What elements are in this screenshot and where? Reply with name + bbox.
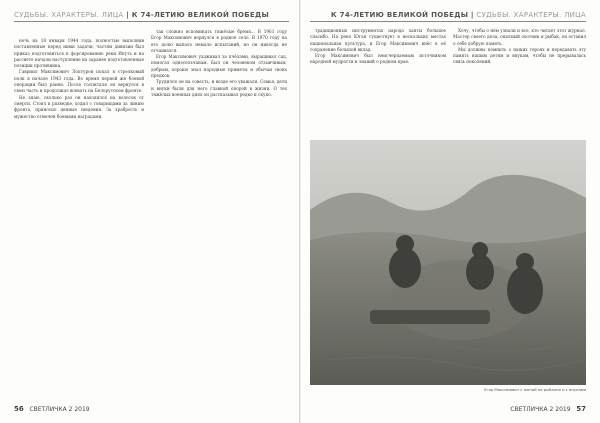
magazine-title-right: СВЕТЛИЧКА 2 2019 [510, 406, 571, 413]
paragraph: Гавриил Максимович Лоптуров попал в стрелковый полк в начале 1943 года. Во время первой же боевой операции был ранен. После госпиталя он вернулся в свою часть и продолжал воевать на Белорусском фронте. [14, 69, 144, 94]
text-column-3 [310, 28, 446, 126]
archival-photo [310, 140, 586, 385]
photo-caption: Егор Максимович с женой на рыбалке и с внуками [484, 387, 586, 392]
header-theme-right: К 74-ЛЕТИЮ ВЕЛИКОЙ ПОБЕДЫ [330, 11, 469, 19]
header-section-right: СУДЬБЫ. ХАРАКТЕРЫ. ЛИЦА [476, 11, 586, 19]
paragraph: Не знаю, сколько раз он находился на волосок от смерти. Стоял в разведке, ходил с товарищами за линию фронта, приносил ценные сведения. За храбрость и мужество отмечен боевыми наградами. [14, 94, 144, 119]
photo-illustration [310, 140, 586, 385]
left-page-header: СУДЬБЫ. ХАРАКТЕРЫ. ЛИЦА | К 74-ЛЕТИЮ ВЕЛИКОЙ ПОБЕДЫ [14, 11, 270, 19]
header-theme-left: К 74-ЛЕТИЮ ВЕЛИКОЙ ПОБЕДЫ [131, 11, 270, 19]
header-rule-left [14, 21, 289, 22]
header-section-left: СУДЬБЫ. ХАРАКТЕРЫ. ЛИЦА [14, 11, 124, 19]
paragraph: Егор Максимович был неисчерпаемым источником народной мудрости и знаний о родном крае. [310, 53, 446, 65]
text-column-1 [14, 38, 144, 386]
paragraph: Егор Максимович ухаживал за пчёлами, выращивал сад, помогал односельчанам. Был он человеком отзывчивым, добрым, хорошо знал народные приметы и обычаи своих предков. [151, 54, 287, 79]
paragraph: Трудился он на совесть, и везде его уважали. Семья, дети и внуки были для него главной опорой в жизни. О тех тяжёлых военных днях он рассказывал редко и скупо. [151, 79, 287, 97]
paragraph: традиционных инструментах народа ханты большое спасибо. На реке Юган существует в нескольких местах национальная культура, и Егор Максимович внёс в её сохранение большой вклад. [310, 28, 446, 52]
magazine-title-left: СВЕТЛИЧКА 2 2019 [29, 406, 90, 413]
text-column-4 [453, 28, 586, 138]
paragraph: Мы должны помнить о наших героях и передавать эту память нашим детям и внукам, чтобы не прерывалась связь поколений. [453, 46, 586, 65]
page-number-left: 56 [14, 405, 24, 413]
text-column-2 [151, 29, 287, 388]
paragraph: ночь на 18 января 1944 года, полностью выполнив поставленные перед ними задачи, частям дивизии был приказ подготовиться к форсированию реки Ипуть и на рассвете начали наступление на заранее подготовленные позиции противника. [14, 38, 144, 69]
right-page-header: К 74-ЛЕТИЮ ВЕЛИКОЙ ПОБЕДЫ | СУДЬБЫ. ХАРАКТЕРЫ. ЛИЦА [330, 11, 586, 19]
folio-right [510, 405, 586, 413]
paragraph: Хочу, чтобы о нём узнали и все, кто читает этот журнал. Мастер своего дела, опытный охотник и рыбак, он оставил о себе добрую память. [453, 28, 586, 46]
page-number-right: 57 [576, 405, 586, 413]
page-gutter [299, 0, 301, 423]
header-rule-right [310, 21, 586, 22]
paragraph: так сложно вспоминать тяжёлые бремя... В 1961 году Егор Максимович вернулся в родное село. В 1970 году на его долю выпало немало испытаний, но он никогда не отчаивался. [151, 29, 287, 53]
folio-left [14, 405, 90, 413]
